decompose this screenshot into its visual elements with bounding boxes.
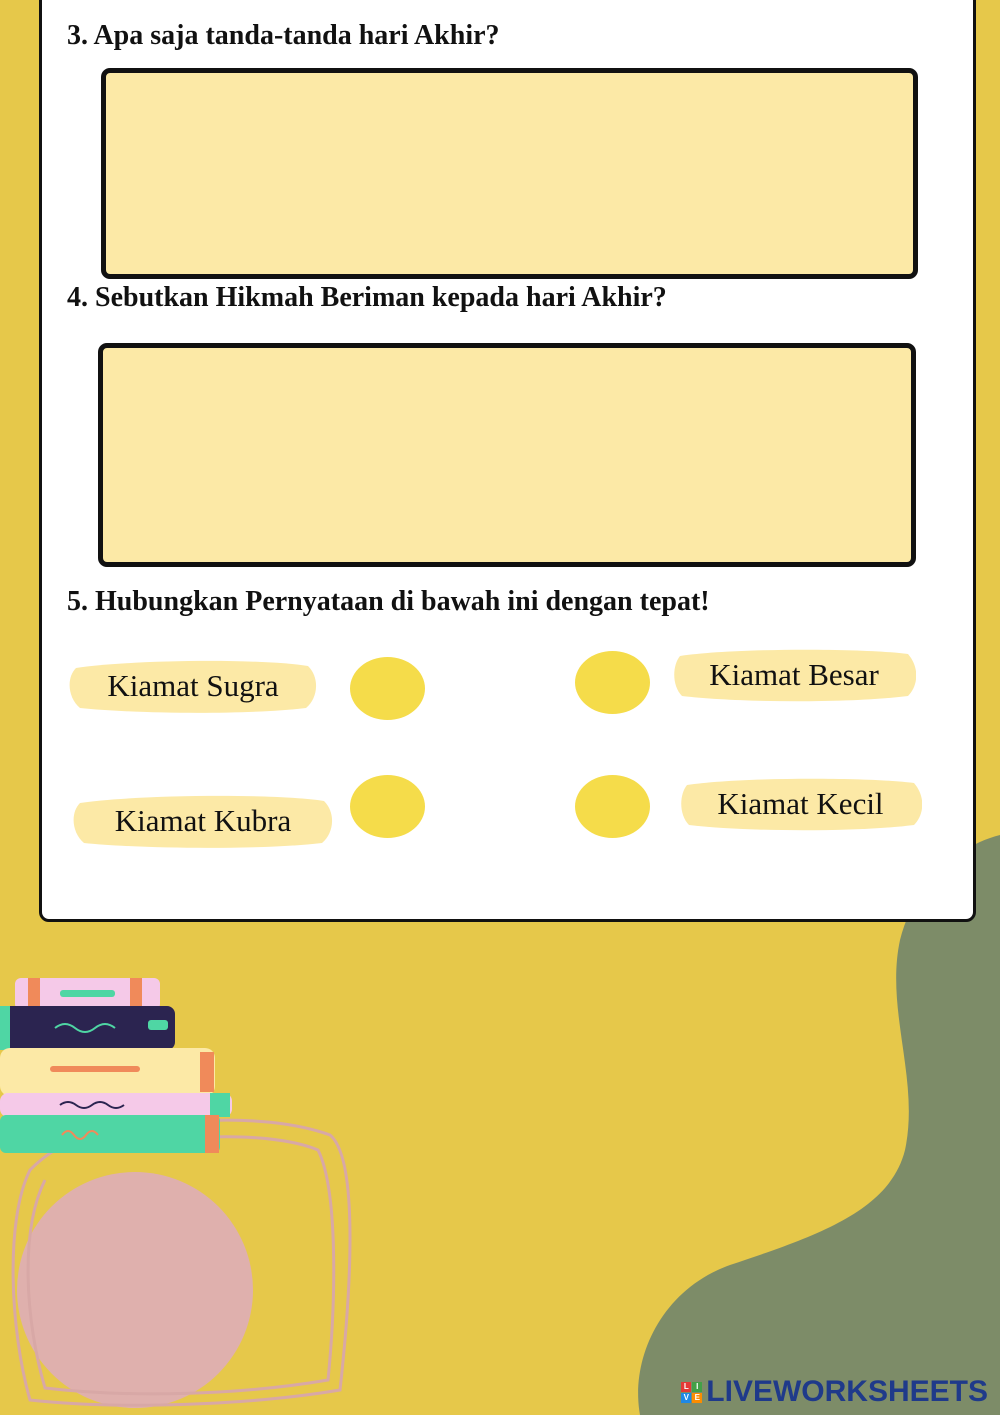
match-dot-right-top[interactable]: [575, 651, 650, 714]
match-right-bottom-label: Kiamat Kecil: [717, 786, 884, 821]
books-illustration: [0, 978, 232, 1153]
logo-mark-icon: L I V E: [681, 1382, 702, 1403]
match-right-top-label: Kiamat Besar: [709, 657, 879, 692]
match-left-top-label: Kiamat Sugra: [107, 668, 279, 703]
answer-box-4[interactable]: [98, 343, 916, 567]
answer-box-3[interactable]: [101, 68, 918, 279]
green-blob: [638, 835, 1000, 1415]
match-left-top[interactable]: [68, 658, 318, 714]
match-left-bottom-label: Kiamat Kubra: [114, 803, 292, 838]
match-dot-left-top[interactable]: [350, 657, 425, 720]
pink-circle: [17, 1172, 253, 1408]
match-left-bottom[interactable]: [72, 793, 334, 849]
question-5: 5. Hubungkan Pernyataan di bawah ini dengan tepat!: [67, 586, 710, 617]
match-dot-right-bottom[interactable]: [575, 775, 650, 838]
match-right-bottom[interactable]: [679, 777, 922, 831]
liveworksheets-logo: [681, 1375, 988, 1409]
question-4: 4. Sebutkan Hikmah Beriman kepada hari Akhir?: [67, 282, 667, 313]
question-3: 3. Apa saja tanda-tanda hari Akhir?: [67, 20, 500, 51]
logo-text: LIVEWORKSHEETS: [706, 1375, 988, 1408]
match-right-top[interactable]: [672, 648, 916, 702]
match-dot-left-bottom[interactable]: [350, 775, 425, 838]
